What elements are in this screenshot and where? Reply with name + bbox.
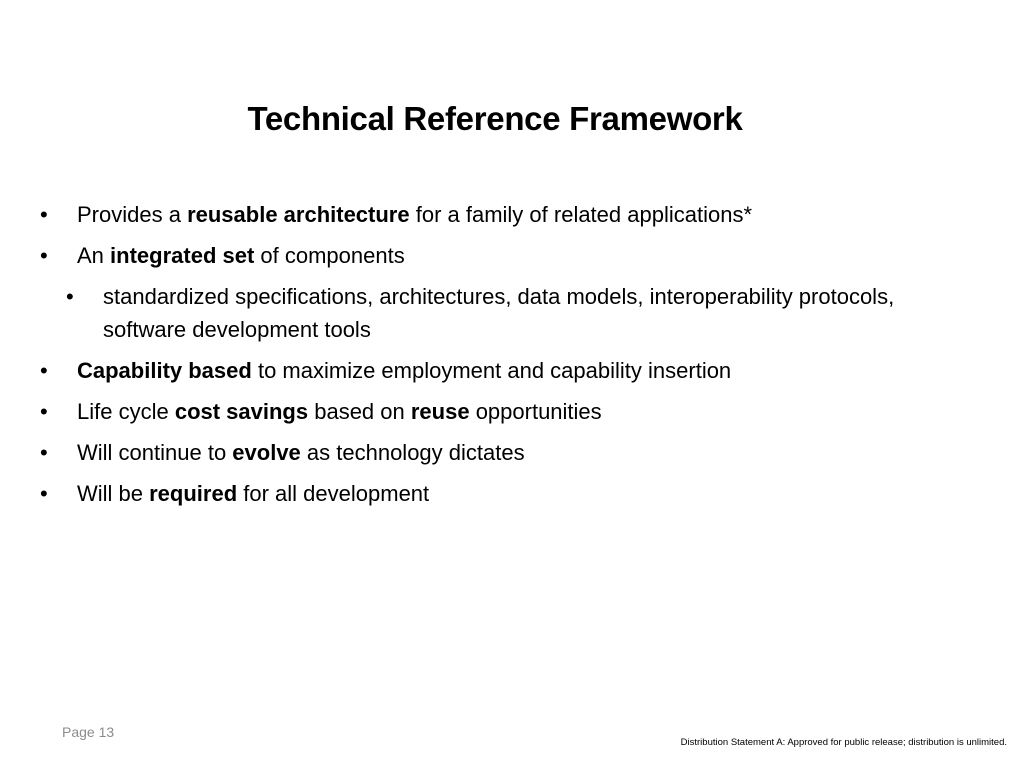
bullet-text: opportunities bbox=[469, 399, 602, 424]
bullet-emphasis: evolve bbox=[232, 440, 301, 465]
bullet-item bbox=[0, 436, 1000, 469]
bullet-list bbox=[0, 198, 1000, 518]
bullet-text: Will be bbox=[77, 481, 150, 506]
bullet-text: for a family of related applications* bbox=[409, 202, 753, 227]
slide-title: Technical Reference Framework bbox=[247, 100, 743, 137]
bullet-dot-icon: • bbox=[40, 358, 48, 383]
bullet-dot-icon: • bbox=[40, 399, 48, 424]
bullet-dot-icon: • bbox=[40, 481, 48, 506]
bullet-item bbox=[0, 354, 1000, 387]
bullet-text: for all development bbox=[237, 481, 430, 506]
bullet-emphasis: reusable architecture bbox=[187, 202, 410, 227]
bullet-dot-icon: • bbox=[40, 202, 48, 227]
bullet-item bbox=[0, 198, 1000, 231]
bullet-emphasis: Capability based bbox=[77, 358, 252, 383]
bullet-text: Life cycle bbox=[77, 399, 175, 424]
bullet-text: as technology dictates bbox=[300, 440, 525, 465]
bullet-emphasis: integrated set bbox=[110, 243, 255, 268]
bullet-item bbox=[0, 477, 1000, 510]
bullet-text: Provides a bbox=[77, 202, 188, 227]
bullet-text: of components bbox=[254, 243, 405, 268]
bullet-item bbox=[0, 239, 1000, 272]
bullet-dot-icon: • bbox=[40, 243, 48, 268]
bullet-text: Will continue to bbox=[77, 440, 233, 465]
bullet-dot-icon: • bbox=[66, 284, 74, 309]
bullet-text: standardized specifications, architectures, data models, interoperability protocols, software development tools bbox=[103, 284, 895, 342]
bullet-emphasis: reuse bbox=[410, 399, 470, 424]
sub-bullet-item bbox=[0, 280, 943, 346]
bullet-text: based on bbox=[308, 399, 411, 424]
bullet-text: to maximize employment and capability insertion bbox=[251, 358, 732, 383]
distribution-statement: Distribution Statement A: Approved for public release; distribution is unlimited. bbox=[680, 737, 1007, 748]
bullet-emphasis: required bbox=[149, 481, 238, 506]
page-number: Page 13 bbox=[62, 724, 115, 740]
bullet-dot-icon: • bbox=[40, 440, 48, 465]
bullet-text: An bbox=[77, 243, 111, 268]
bullet-emphasis: cost savings bbox=[174, 399, 309, 424]
bullet-item bbox=[0, 395, 1000, 428]
